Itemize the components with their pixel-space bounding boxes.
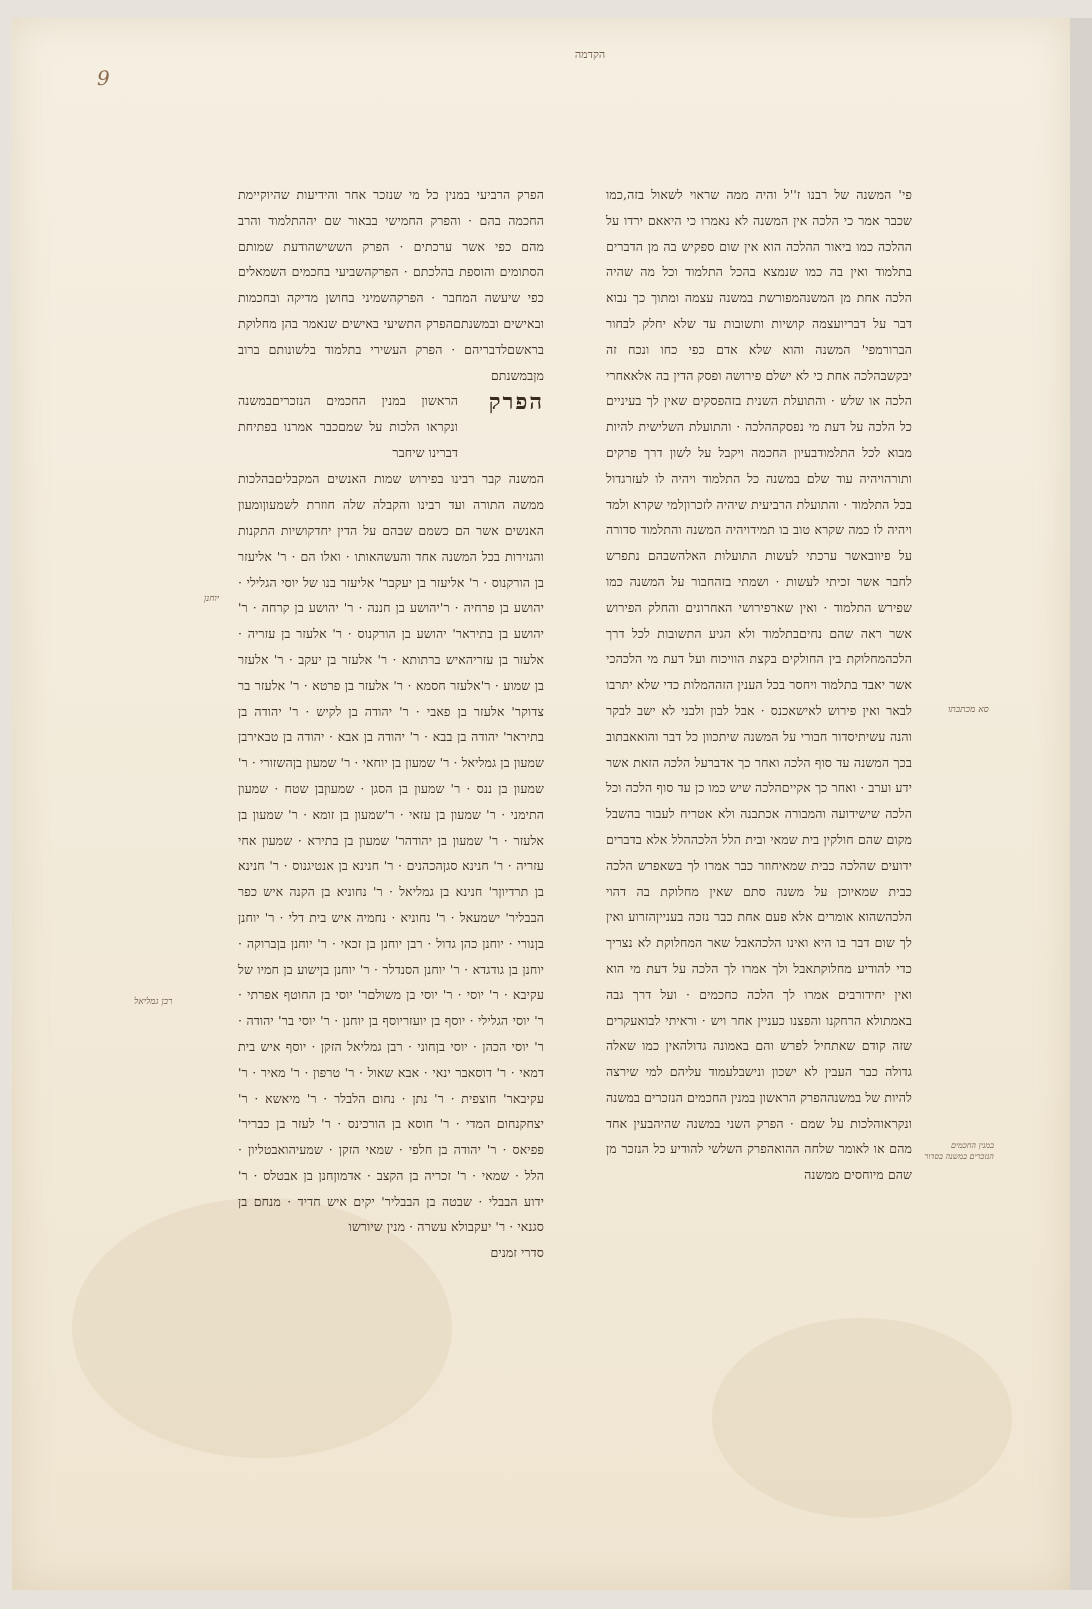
margin-note: רבן גמליאל bbox=[134, 997, 173, 1007]
text-line: ידועה והמבורה אכתבנה ולא אטריח לעבור בה bbox=[627, 806, 859, 822]
heading-line: כבר אמרנו בפתיחת דברינו שיחבר bbox=[238, 419, 458, 460]
text-line: ובאשר ערכתי לעשות התועלות האלה bbox=[678, 548, 878, 564]
text-line: הפרק השלשי להודיע כל הנזכר מן שהם מיוחסים ממשנה bbox=[606, 1141, 912, 1183]
margin-note: סא מכתבתו bbox=[948, 705, 989, 715]
text-line: הלכות על שמם · הפרק השני במשנה שהיה bbox=[653, 1115, 881, 1131]
text-line: בן שטח · שמעון התימני · ר' שמעון בן עזאי · ר' bbox=[238, 780, 544, 822]
text-line: בעיון החכמה ויקבל על לשון דרך פרקים ותורה bbox=[606, 444, 912, 486]
text-line: סדור חבורי על המשנה שיתכוון כל דבר והוא bbox=[636, 728, 855, 744]
text-line: שהוא אומרים אלא פעם אחת כבר נזכה בעניין bbox=[655, 909, 886, 925]
text-line: מחלוקת בין החולקים בקצת הוויכוח ועל דעת מי הלכה bbox=[615, 651, 886, 667]
text-line: חבור על המשנה כמו שפירש התלמוד · ואין שאר bbox=[606, 573, 912, 615]
text-line: קיימת החכמה בהם · והפרק החמישי בבאור שם יה bbox=[238, 187, 545, 228]
text-line: למי שקרא ולמד ויהיה לו כמה שקרא טוב בו תמיד bbox=[606, 496, 912, 538]
text-line: מפי' המשנה והוא שלא אדם כפי כחו ונכח זה יבקש bbox=[606, 341, 912, 383]
text-line: פי' המשנה של רבנו ז''ל והיה ממה שראוי לשאול בזה, bbox=[623, 187, 912, 202]
text-line: ר' יהושע בן הורקנוס · ר' אלעזר בן עזריה · אלעזר בן עזריה bbox=[238, 626, 544, 667]
text-line: ולא הרחקנו והפצנו כעניין אחר ויש · וראיתי לבוא bbox=[637, 1012, 884, 1028]
text-line: ומעון האנשים אשר הם כשמם שבהם על הדין יחד bbox=[238, 497, 544, 538]
page-gutter bbox=[1070, 18, 1092, 1590]
left-column-body bbox=[238, 466, 544, 1240]
text-line: ר' יוסי בן החוטף אפרתי · ר' יוסי הגלילי · יוסף בן יועזר bbox=[238, 987, 544, 1029]
text-line: בהלכות ממשה התורה ועד רבינו והקבלה שלה חוזרת לשמעון bbox=[238, 471, 544, 513]
text-line: אחרי הלכה או שלש · והתועלת השנית בזה bbox=[605, 367, 912, 409]
text-line: הלכה שיש כמו כן עד סוף הלכה וכל הלכה שיש bbox=[606, 780, 912, 822]
running-head: הקדמה bbox=[574, 48, 606, 61]
text-line: ועצמה קושיות ותשובות עד שלא יחלק לבחור הברור bbox=[606, 315, 912, 357]
text-line: אבתוב בכך המשנה עד סוף הלכה ואחר כך אדבר bbox=[606, 728, 912, 770]
margin-note: יוחנן bbox=[204, 594, 220, 604]
text-line: הכהנים · ר' חנינא בן אנטיגנוס · ר' חנינא בן תרדיון bbox=[238, 858, 544, 900]
text-line: חוזר כבר אמרו לך בשאפרש הלכה כבית שמאי bbox=[606, 857, 912, 899]
text-line: על הלכה הזאת אשר ידע וערב · ואחר כך אקיים bbox=[606, 754, 913, 796]
text-line: יהושע בן חננה · ר' יהושע בן קרחה · ר' יהושע בן בתירא bbox=[238, 600, 545, 642]
text-line: בהלכה אחת כי לא ישלם פירושה ופסק הדין בה אלא bbox=[630, 367, 887, 383]
text-line: שבל מקום שהם חולקין בית שמאי ובית הלל הלכה bbox=[606, 806, 912, 847]
text-line: כי אשר יאבד בתלמוד ויחסר בכל הענין הזה bbox=[606, 651, 912, 693]
text-line: וכן על משנה סתם שאין מחלוקת בה דהוי הלכה bbox=[606, 883, 912, 925]
right-text-column bbox=[606, 182, 912, 1188]
text-line: פירושי האחרונים והחלק הפירוש אשר ראה שהם נחים bbox=[606, 599, 912, 641]
text-line: כמו שכבר אמר כי הלכה אין המשנה לא נאמרו כי היא bbox=[606, 187, 912, 228]
text-line: הלל אלא בדברים ידועים שהלכה כבית שמאי bbox=[606, 831, 912, 873]
text-line: ישוע בן חמיו של עקיבא · ר' יוסי · ר' יוסי בן משולם bbox=[238, 961, 544, 1003]
text-line: ר' חוצפית · ר' נתן · נחום הלבלר · ר' מיאשא · ר' יצחק bbox=[238, 1090, 544, 1132]
text-line: אין כמו שאלה גדולה כבר העבין לא ישכון ונישב bbox=[606, 1038, 912, 1080]
text-line: ר' פפיאס · ר' יהודה בן חלפי · שמאי הזקן · שמעיה bbox=[238, 1116, 544, 1158]
text-line: אלעזר חסמא · ר' אלעזר בן פרטא · ר' אלעזר בר צדוק bbox=[238, 677, 544, 719]
text-line: עקרים שזה קודם שאתחיל לפרש והם באמונה גדולה bbox=[606, 1012, 912, 1054]
text-line: כל התלמוד וכל מה שהיה הלכה אחת מן המשנה bbox=[606, 264, 913, 306]
text-line: השמיני בחושן מדיקה ובחכמות ובאישים ובמשנתם bbox=[238, 290, 545, 331]
text-line: גדול בכל התלמוד · והתועלת הרביעית שיהיה לזכרון bbox=[606, 470, 912, 512]
text-line: אכנס · אבל לבון ולבני לא ישב לבקר והנה עשיתי bbox=[606, 702, 912, 744]
text-line: ר' אליעזר בנו של יוסי הגלילי · יהושע בן פרחיה · ר' bbox=[238, 574, 545, 616]
text-line: נורי · יוחנן כהן גדול · רבן יוחנן בן זכאי · ר' יוחנן בן bbox=[276, 935, 535, 951]
text-line: אותו · ואלו הם · ר' אליעזר בן הורקנוס · ר' אליעזר בן יעקב bbox=[238, 548, 544, 590]
left-column-intro bbox=[238, 182, 544, 388]
text-line: שבהם נתפרש לחבר אשר זכיתי לעשות · ושמתי בזה bbox=[606, 548, 912, 589]
text-line: ר' שמעון בן בתירא · שמעון אחי עזריה · ר' חנינא סגן bbox=[238, 832, 544, 874]
left-text-column bbox=[238, 182, 544, 1266]
text-line: ר' חנינא בן גמליאל · ר' נחוניא בן הקנה איש כפר הבבלי bbox=[238, 884, 544, 925]
chapter-heading-word: הפרק bbox=[488, 389, 544, 416]
text-line: אם ירדו על ההלכה כמו ביאור ההלכה הוא אין שום ספק bbox=[606, 212, 912, 254]
chapter-heading-lines bbox=[238, 388, 458, 465]
text-line: שמעון בן זומא · ר' שמעון בן אלעזר · ר' שמעון בן יהודה bbox=[238, 806, 545, 848]
text-line: בעין אחד מהם או לאומר שלחה ההוא bbox=[606, 1115, 912, 1157]
text-line: ולא עשרה · מנין שיורשו bbox=[348, 1219, 468, 1235]
text-line: אבל ולך אמרו לך הלכה על דעת מי הוא ואין יחיד bbox=[606, 960, 912, 1002]
text-line: קושיות התקנות והגזירות בכל המשנה אחד והעשה bbox=[238, 522, 545, 564]
text-line: הפרק הרביעי במנין כל מי שנזכר אחר והידיעות שהיו bbox=[266, 187, 544, 202]
text-line: השזורי · ר' שמעון בן ננס · ר' שמעון בן הסגן · שמעון bbox=[238, 755, 544, 796]
text-line: ואבטליון · הלל · שמאי · ר' זכריה בן הקצב · אדמון bbox=[238, 1142, 544, 1183]
text-line: חנן בן אבטלס · ר' ידוע הבבלי · שבטה בן הבבלי bbox=[238, 1167, 544, 1209]
text-line: רבן שמעון בן גמליאל · ר' שמעון בן יוחאי · ר' שמעון בן bbox=[238, 729, 544, 771]
text-line: ברוקה · יוחנן בן גודגדא · ר' יוחנן הסנדלר · ר' יוחנן בן bbox=[238, 935, 544, 977]
text-line: לדבריהם · הפרק העשירי בתלמוד בלשונותם ברוב מן bbox=[238, 341, 544, 383]
paper-stain bbox=[712, 1318, 1012, 1518]
heading-line: הראשון במנין החכמים הנזכרים bbox=[272, 393, 458, 409]
text-line: ורבים אמרו לך הלכה כחכמים · ועל דרך גבה באמת bbox=[606, 986, 912, 1028]
text-line: התלמוד והרב מהם כפי אשר ערכתים · הפרק הששי bbox=[238, 212, 544, 254]
end-line-text: סדרי זמנים bbox=[490, 1245, 544, 1261]
text-line: השביעי בחכמים השמאלים כפי שיעשה המחבר · הפרק bbox=[238, 264, 544, 306]
text-line: ר' יהודה בן בבא · ר' יהודה בן אבא · יהודה בן טבאי bbox=[253, 729, 513, 745]
text-line: במשנתם bbox=[490, 367, 534, 383]
text-line: חוני · רבן גמליאל הזקן · יוסף איש בית דמאי · ר' דוסא bbox=[238, 1038, 544, 1080]
text-line: לעמוד עליהם למי שירצה להיות של במשנה bbox=[606, 1064, 912, 1105]
text-line: בר ינאי · אבא שאול · ר' טרפון · ר' מאיר · ר' עקיבא bbox=[238, 1064, 544, 1106]
text-line: ר' יקים איש חדיד · מנחם בן סגנאי · ר' יעקב bbox=[238, 1193, 544, 1235]
heading-line: במשנה ונקראו הלכות על שמם bbox=[238, 393, 458, 435]
text-line: הפרק התשיעי באישים שנאמר בהן מחלוקת בראשם bbox=[238, 315, 544, 357]
text-line: שהודעת שמותם הסתומים והוספת בהלכתם · הפרק bbox=[238, 238, 544, 280]
text-line: הפרק הראשון במנין החכמים הנזכרים במשנה ונקראו bbox=[606, 1089, 913, 1131]
text-line: בתלמוד ולא הגיע התשובות לכל דרך הלכה bbox=[606, 625, 912, 667]
text-line: ויהיה המשנה והתלמוד סדורה על פיו bbox=[606, 522, 912, 564]
chapter-heading bbox=[238, 388, 544, 466]
text-line: יוסף בן יוחנן · ר' יוסי בר' יהודה · ר' יוסי הכהן · יוסי בן bbox=[238, 1013, 545, 1054]
text-line: הלכה · והתועלת השלישית להיות מבוא לכל התלמוד bbox=[606, 419, 912, 460]
margin-note: במנין החכמים הנזכרים במשנה בסדור bbox=[924, 1141, 994, 1161]
text-line: ר' ישמעאל · ר' נחוניא · נחמיה איש בית דלי · ר' יוחנן בן bbox=[238, 909, 544, 951]
text-line: פסקים שאין לך בעיניים כל הלכה על דעת מי נפסקה bbox=[606, 393, 913, 435]
text-line: אבל שאר המחלוקת לא נצריך כדי להודיע מחלוקת bbox=[606, 935, 913, 976]
text-line: ר' אלעזר בן פאבי · ר' יהודה בן לקיש · ר' יהודה בן בתירא bbox=[238, 703, 544, 745]
text-line: ויהיה עוד שלם במשנה כל התלמוד ויהיה לו לעזר bbox=[625, 470, 885, 486]
text-line: מפורשת במשנה עצמה ומתוך כך נבוא דבר על דברי bbox=[606, 290, 913, 331]
text-line: המלות כדי שלא יתרבו לבאר ואין פירוש לאיש bbox=[606, 677, 912, 718]
text-line: המשנה קבר רבינו בפירוש שמות האנשים המקבלים bbox=[274, 471, 544, 487]
folio-number: 9 bbox=[97, 66, 110, 90]
text-line: יש בה מן הדברים בתלמוד ואין בה כמו שנמצא בה bbox=[606, 238, 912, 280]
text-line: הזרוע ואין לך שום דבר בו היא ואינו הלכה bbox=[606, 909, 912, 951]
text-line: נחום המדי · ר' חוסא בן הורכינס · ר' לעזר בן כברי bbox=[247, 1116, 520, 1132]
text-line: איש ברתותא · ר' אלעזר בן יעקב · ר' אלעזר בן שמוע · ר' bbox=[238, 651, 544, 693]
left-column-end-line bbox=[490, 1245, 544, 1260]
